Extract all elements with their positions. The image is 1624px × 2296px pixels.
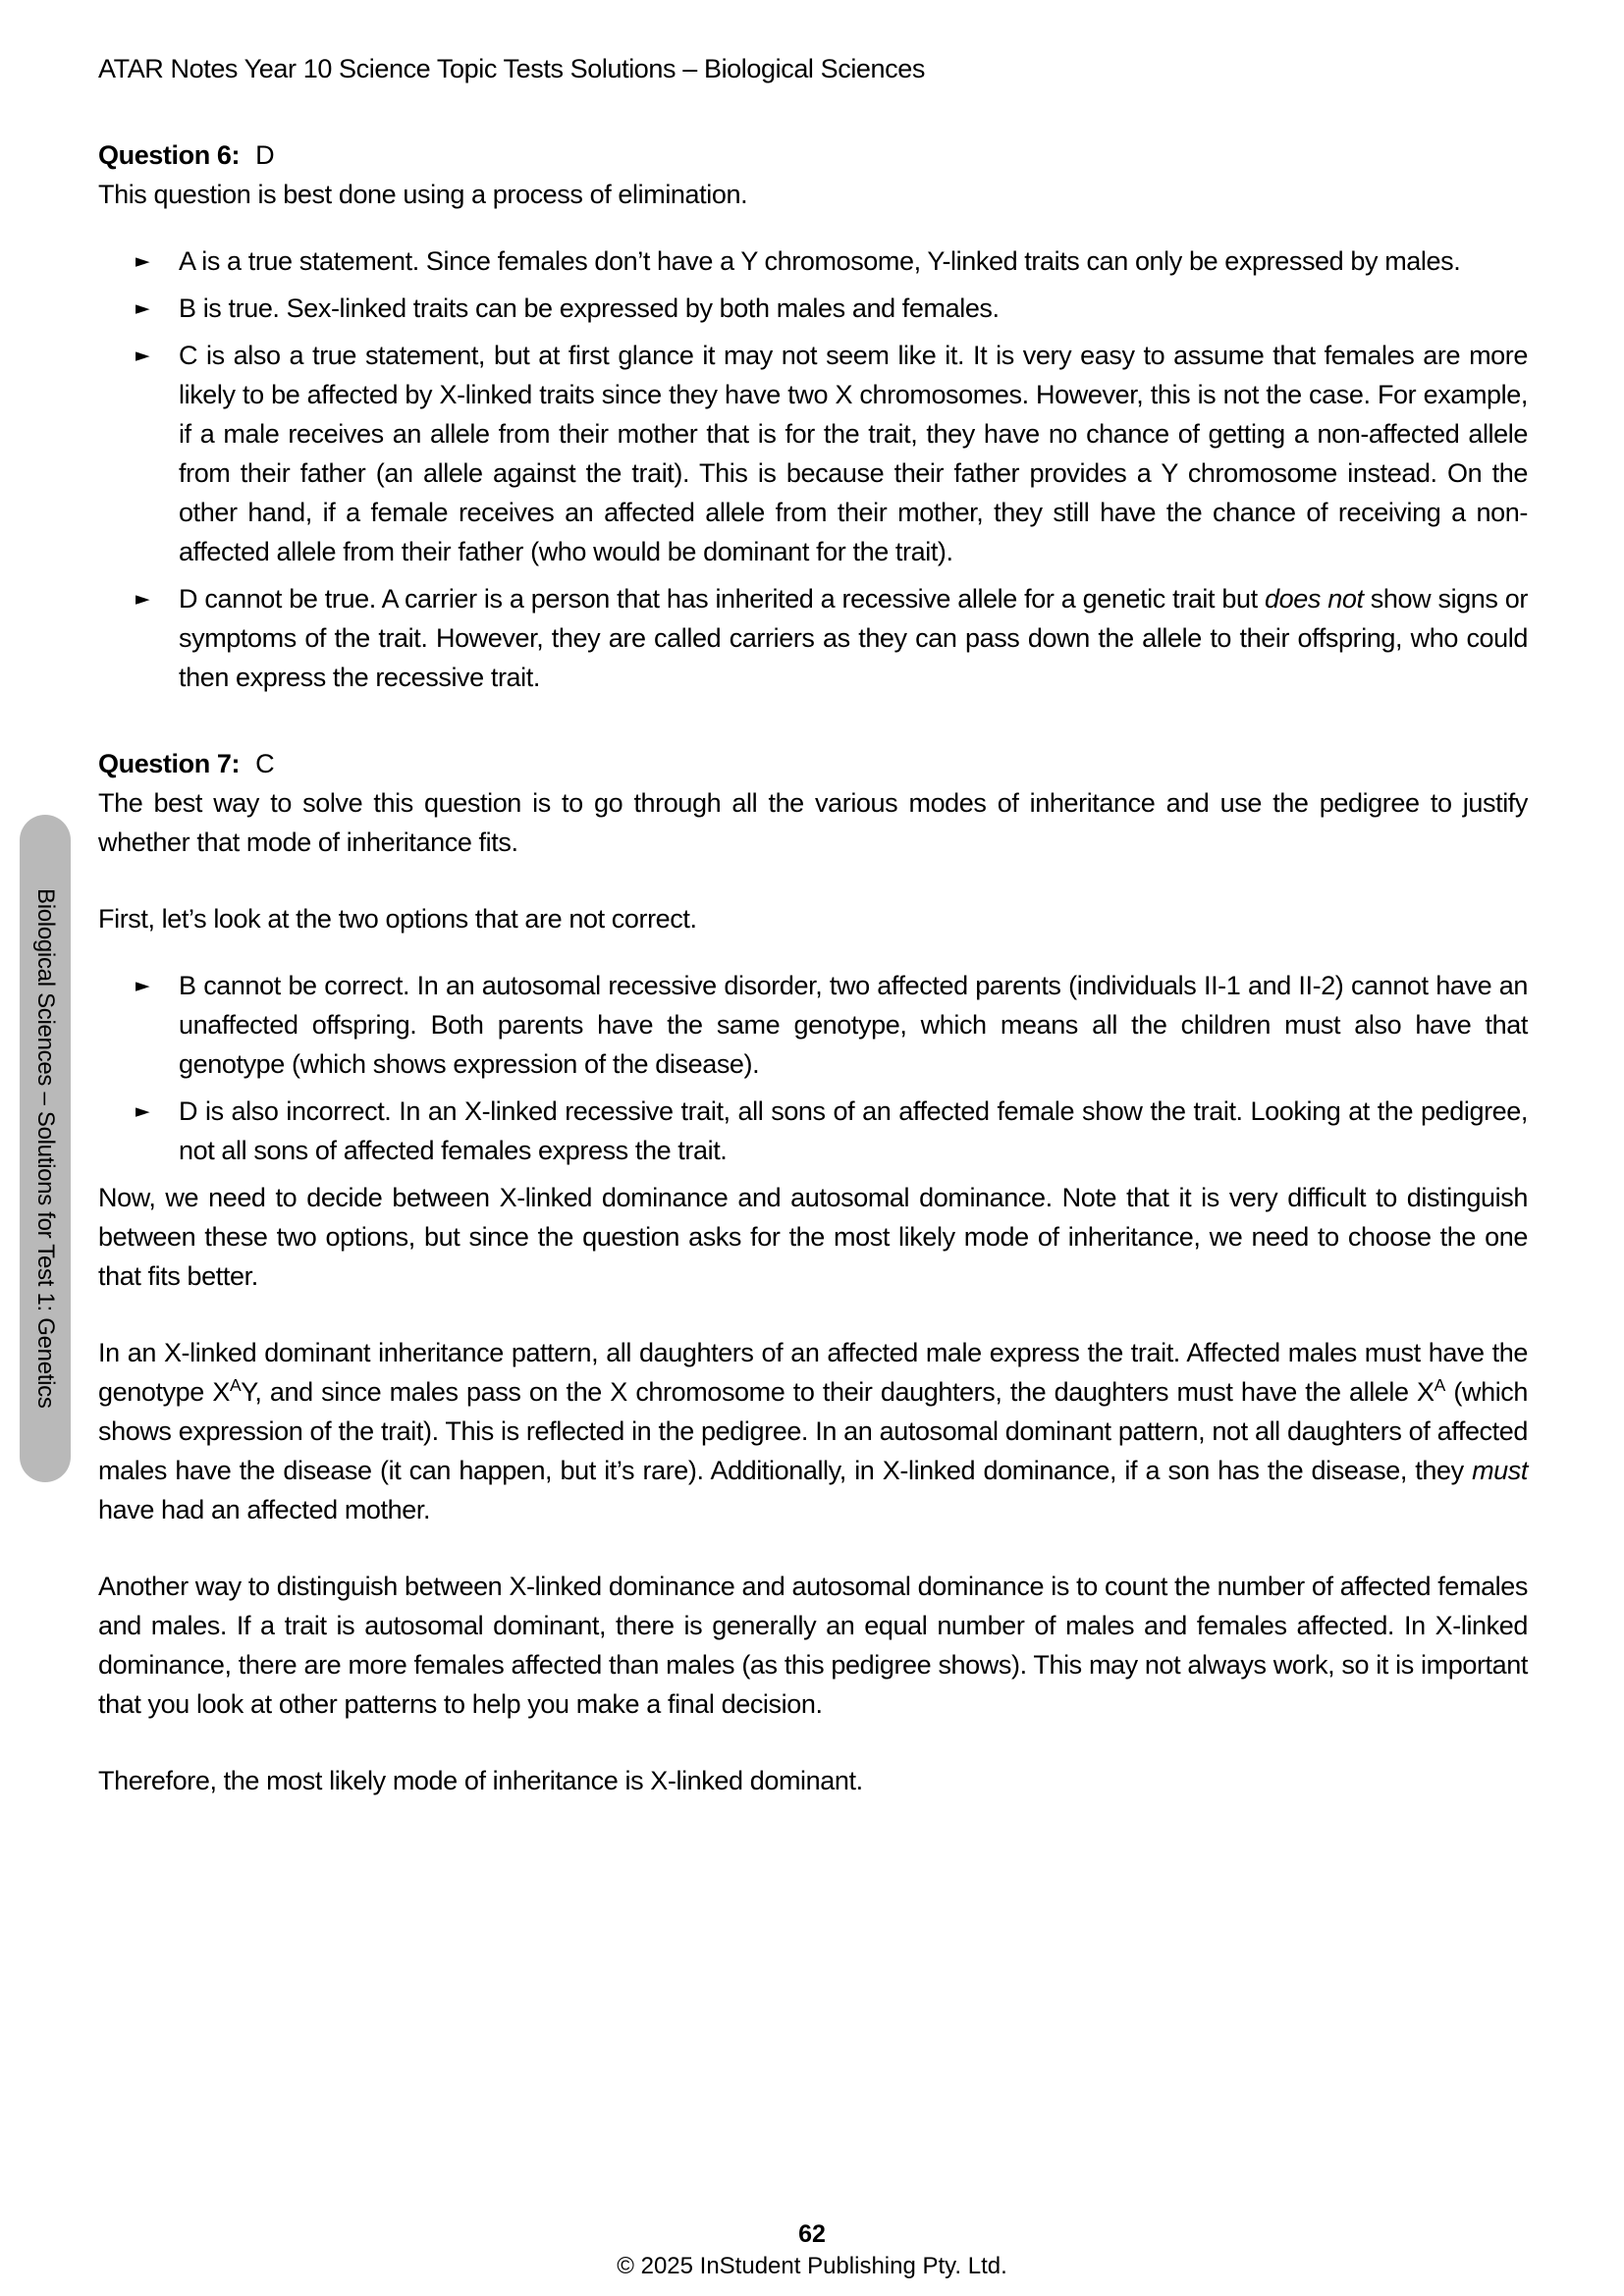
question-6-heading [98,135,1528,175]
question-7-conclusion: Therefore, the most likely mode of inheritance is X-linked dominant. [98,1766,863,1795]
question-7-first-options: First, let’s look at the two options that are not correct. [98,904,697,934]
bullet-text-q6-b: B is true. Sex-linked traits can be expressed by both males and females. [179,294,1000,323]
question-6-bullet-list [98,241,1528,697]
page-content [98,49,1528,1800]
copyright-line: © 2025 InStudent Publishing Pty. Ltd. [617,2253,1007,2279]
triangle-bullet-icon: ► [135,975,150,996]
running-header: ATAR Notes Year 10 Science Topic Tests Solutions – Biological Sciences [98,54,925,83]
question-6-answer: D [255,140,275,170]
sidebar-tab-label: Biological Sciences – Solutions for Test 1: Genetics [32,888,59,1409]
sidebar-section-tab [20,815,71,1482]
bullet-text-q6-d: D cannot be true. A carrier is a person that has inherited a recessive allele for a genetic trait but does not show signs or symptoms of the trait. However, they are called carriers as they can pass down the allele to their offspring, who could then express the recessive trait. [179,584,1528,692]
question-7-heading [98,744,1528,783]
question-7-answer: C [255,749,275,778]
triangle-bullet-icon: ► [135,345,150,366]
question-6-intro: This question is best done using a process of elimination. [98,180,748,209]
question-7-intro: The best way to solve this question is to go through all the various modes of inheritance and use the pedigree to justify whether that mode of inheritance fits. [98,788,1528,857]
bullet-item-q7-d [98,1092,1528,1170]
question-7-bullet-list [98,966,1528,1170]
triangle-bullet-icon: ► [135,588,150,610]
bullet-text-q6-c: C is also a true statement, but at first glance it may not seem like it. It is very easy to assume that females are more likely to be affected by X-linked traits since they have two X chromosomes. However, this is not the case. For example, if a male receives an allele from their mother that is for the trait, they have no chance of getting a non-affected allele from their father (an allele against the trait). This is because their father provides a Y chromosome instead. On the other hand, if a female receives an affected allele from their mother, they still have the chance of receiving a non-affected allele from their father (who would be dominant for the trait). [179,341,1528,566]
bullet-text-q7-b: B cannot be correct. In an autosomal recessive disorder, two affected parents (individuals II-1 and II-2) cannot have an unaffected offspring. Both parents have the same genotype, which means all the children must also have that genotype (which shows expression of the disease). [179,971,1528,1079]
bullet-item-q6-c [98,336,1528,571]
bullet-item-q6-b [98,289,1528,328]
triangle-bullet-icon: ► [135,297,150,319]
question-7-solution [98,744,1528,1800]
page-footer [0,2217,1624,2282]
bullet-item-q6-d [98,579,1528,697]
question-7-count-paragraph: Another way to distinguish between X-linked dominance and autosomal dominance is to count the number of affected females and males. If a trait is autosomal dominant, there is generally an equal number of males and females affected. In X-linked dominance, there are more females affected than males (as this pedigree shows). This may not always work, so it is important that you look at other patterns to help you make a final decision. [98,1572,1528,1719]
triangle-bullet-icon: ► [135,250,150,272]
bullet-item-q6-a [98,241,1528,281]
page-number: 62 [798,2220,826,2248]
triangle-bullet-icon: ► [135,1100,150,1122]
bullet-text-q6-a: A is a true statement. Since females don’t have a Y chromosome, Y-linked traits can only be expressed by males. [179,246,1461,276]
question-7-label: Question 7: [98,749,241,778]
bullet-text-q7-d: D is also incorrect. In an X-linked recessive trait, all sons of an affected female show the trait. Looking at the pedigree, not all sons of affected females express the trait. [179,1096,1528,1165]
question-6-label: Question 6: [98,140,241,170]
question-7-decide-paragraph: Now, we need to decide between X-linked dominance and autosomal dominance. Note that it is very difficult to distinguish between these two options, but since the question asks for the most likely mode of inheritance, we need to choose the one that fits better. [98,1183,1528,1291]
question-7-xlinked-paragraph: In an X-linked dominant inheritance pattern, all daughters of an affected male express the trait. Affected males must have the genotype $X^AY$, and since males pass on the X chromosome to their daughters, the daughters must have the allele $X^A$ (which shows expression of the trait). This is reflected in the pedigree. In an autosomal dominant pattern, not all daughters of affected males have the disease (it can happen, but it’s rare). Additionally, in X-linked dominance, if a son has the disease, they must have had an affected mother. [98,1338,1529,1524]
bullet-item-q7-b [98,966,1528,1084]
question-6-solution [98,135,1528,697]
